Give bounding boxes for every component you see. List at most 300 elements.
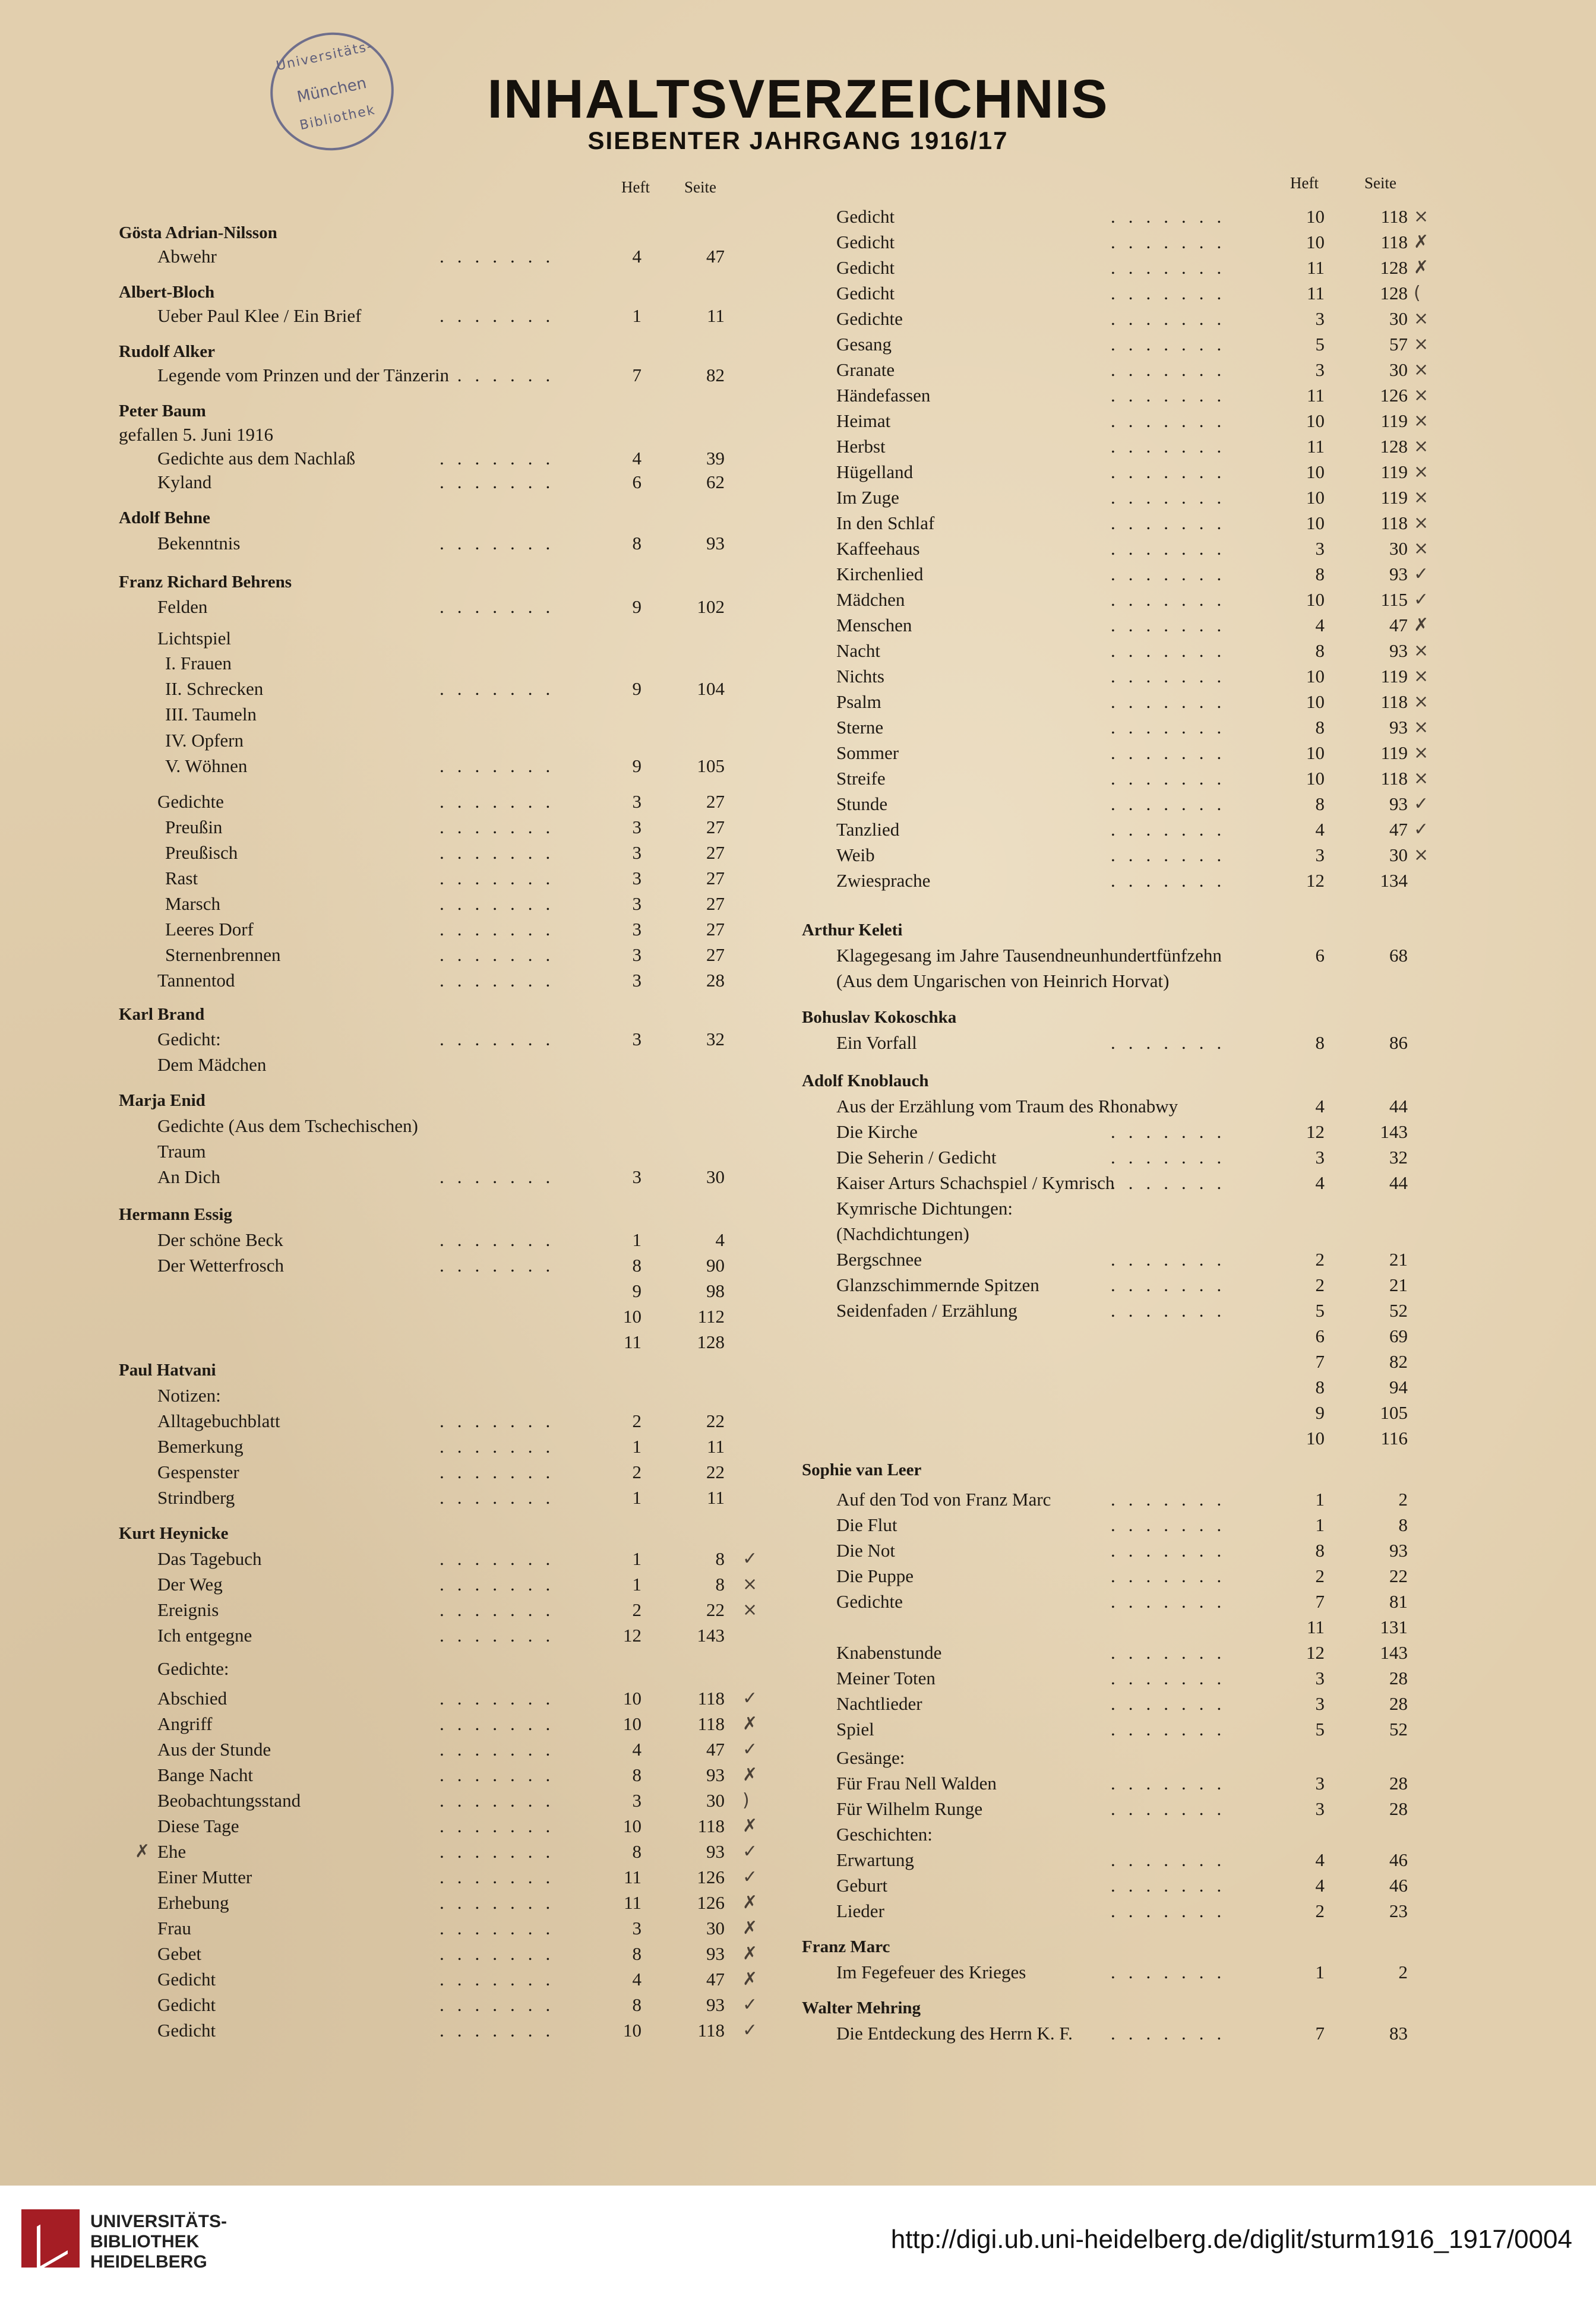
entry-title: Händefassen — [836, 385, 931, 406]
index-entry — [119, 532, 772, 555]
author-heading — [802, 1458, 1443, 1482]
index-entry — [119, 867, 772, 890]
page-number: 30 — [706, 1790, 725, 1811]
entry-title: Seidenfaden / Erzählung — [836, 1300, 1017, 1321]
leader-dots: ....... — [440, 893, 564, 914]
entry-title: Erwartung — [836, 1849, 914, 1870]
author-heading — [802, 1005, 1443, 1029]
leader-dots: ....... — [1111, 308, 1235, 329]
index-entry — [802, 1718, 1443, 1741]
page-number: 68 — [1389, 945, 1408, 966]
index-entry — [802, 1171, 1443, 1195]
leader-dots: ....... — [1111, 742, 1235, 763]
leader-dots: ....... — [1111, 1147, 1235, 1168]
leader-dots: ....... — [440, 1969, 564, 1990]
leader-dots: ....... — [440, 1625, 564, 1646]
index-entry — [802, 1513, 1443, 1537]
index-entry — [802, 716, 1443, 739]
handwritten-mark: ✗ — [742, 1918, 758, 1939]
entry-title: Die Seherin / Gedicht — [836, 1147, 997, 1168]
leader-dots: ....... — [1111, 461, 1235, 482]
page-number: 118 — [697, 1688, 725, 1709]
heft-number: 7 — [1315, 2023, 1325, 2044]
entry-title: Gespenster — [157, 1462, 239, 1482]
leader-dots: ....... — [1111, 206, 1235, 227]
author-heading — [802, 1935, 1443, 1959]
handwritten-mark: ✓ — [742, 1841, 758, 1862]
leader-dots: ....... — [1111, 385, 1235, 406]
leader-dots: ....... — [440, 1574, 564, 1595]
entry-title: Für Frau Nell Walden — [836, 1773, 997, 1794]
index-entry — [119, 943, 772, 967]
leader-dots: ....... — [1111, 436, 1235, 457]
leader-dots: ....... — [440, 1816, 564, 1836]
library-logo — [21, 2209, 80, 2268]
heft-number: 1 — [632, 1574, 641, 1595]
page-number: 102 — [697, 596, 725, 617]
page-number: 44 — [1389, 1096, 1408, 1117]
heft-number: 10 — [623, 2020, 641, 2041]
heft-number: 5 — [1315, 1719, 1325, 1740]
index-entry — [802, 1031, 1443, 1055]
heft-number: 3 — [632, 919, 641, 940]
leader-dots: ....... — [440, 2020, 564, 2041]
handwritten-mark: ✗ — [742, 1943, 758, 1964]
index-entry — [119, 1547, 772, 1571]
page-number: 115 — [1380, 589, 1408, 610]
index-entry — [802, 818, 1443, 842]
heft-number: 3 — [632, 970, 641, 991]
author-name: Franz Richard Behrens — [119, 573, 292, 592]
entry-title: Traum — [157, 1141, 206, 1162]
leader-dots: ....... — [440, 1255, 564, 1276]
library-name-line-3: HEIDELBERG — [90, 2252, 207, 2272]
index-entry — [802, 2022, 1443, 2045]
entry-title: Erhebung — [157, 1892, 229, 1913]
leader-dots: ....... — [440, 1841, 564, 1862]
heft-number: 4 — [632, 1739, 641, 1760]
author-heading — [119, 1003, 772, 1026]
index-entry — [802, 1146, 1443, 1169]
page-number: 4 — [715, 1229, 725, 1250]
index-entry — [119, 1279, 772, 1303]
leader-dots: ....... — [440, 472, 564, 492]
entry-title: Mädchen — [836, 589, 905, 610]
page-number: 11 — [707, 1436, 725, 1457]
leader-dots: ....... — [1111, 410, 1235, 431]
heft-number: 3 — [1315, 538, 1325, 559]
author-name: Bohuslav Kokoschka — [802, 1008, 957, 1027]
entry-title: Beobachtungsstand — [157, 1790, 301, 1811]
heft-number: 9 — [632, 596, 641, 617]
handwritten-mark: × — [1414, 742, 1429, 763]
page-subtitle: SIEBENTER JAHRGANG 1916/17 — [587, 127, 1009, 154]
leader-dots: ....... — [440, 448, 564, 469]
index-entry — [119, 1305, 772, 1329]
leader-dots: ....... — [440, 1548, 564, 1569]
entry-title: Nacht — [836, 640, 881, 661]
index-entry — [119, 1330, 772, 1354]
leader-dots: ....... — [1111, 1591, 1235, 1612]
entry-title: Psalm — [836, 691, 881, 712]
heft-number: 10 — [1306, 742, 1325, 763]
heft-number: 10 — [1306, 487, 1325, 508]
entry-title: Knabenstunde — [836, 1642, 942, 1663]
index-entry — [802, 562, 1443, 586]
heft-number: 10 — [1306, 232, 1325, 252]
index-entry — [802, 944, 1443, 967]
heft-number: 4 — [632, 246, 641, 267]
author-name: Gösta Adrian-Nilsson — [119, 223, 277, 242]
page-number: 118 — [1380, 691, 1408, 712]
handwritten-mark: × — [1414, 308, 1429, 329]
heft-number: 8 — [1315, 1032, 1325, 1053]
entry-title: Der Wetterfrosch — [157, 1255, 284, 1276]
entry-title: gefallen 5. Juni 1916 — [119, 424, 274, 445]
entry-title: Gedicht — [836, 283, 895, 303]
index-entry — [802, 1692, 1443, 1716]
heft-number: 3 — [1315, 1773, 1325, 1794]
author-heading — [119, 570, 772, 594]
heft-number: 3 — [1315, 1693, 1325, 1714]
page-number: 27 — [706, 791, 725, 812]
entry-title: Glanzschimmernde Spitzen — [836, 1275, 1039, 1295]
index-entry — [802, 1273, 1443, 1297]
leader-dots: ....... — [1111, 1032, 1235, 1053]
heft-number: 11 — [624, 1867, 641, 1887]
page-number: 30 — [706, 1166, 725, 1187]
index-entry — [119, 1384, 772, 1408]
heft-number: 1 — [1315, 1962, 1325, 1982]
handwritten-mark: × — [1414, 538, 1429, 559]
index-entry — [119, 423, 772, 447]
index-entry — [802, 767, 1443, 790]
heft-number: 10 — [1306, 768, 1325, 789]
index-entry — [802, 256, 1443, 280]
page-number: 143 — [697, 1625, 725, 1646]
entry-title: In den Schlaf — [836, 513, 935, 533]
heft-number: 10 — [1306, 589, 1325, 610]
heft-number: 3 — [632, 868, 641, 888]
leader-dots: ....... — [440, 1739, 564, 1760]
author-name: Hermann Essig — [119, 1205, 232, 1224]
heft-number: 1 — [632, 1436, 641, 1457]
page-number: 143 — [1380, 1642, 1408, 1663]
heft-number: 3 — [632, 817, 641, 837]
handwritten-mark: ✗ — [742, 1969, 758, 1990]
index-entry — [802, 1590, 1443, 1614]
handwritten-mark: × — [1414, 206, 1429, 227]
index-entry — [119, 1865, 772, 1889]
heft-number: 5 — [1315, 334, 1325, 355]
index-entry — [119, 1763, 772, 1787]
index-entry — [119, 595, 772, 619]
leader-dots: ....... — [440, 1943, 564, 1964]
heft-number: 8 — [1315, 564, 1325, 584]
index-entry — [119, 1598, 772, 1622]
heft-number: 7 — [1315, 1351, 1325, 1372]
heft-number: 11 — [1307, 257, 1325, 278]
library-name — [90, 2212, 227, 2272]
page-number: 82 — [1389, 1351, 1408, 1372]
index-entry — [119, 1840, 772, 1864]
index-entry — [802, 537, 1443, 561]
leader-dots: ....... — [440, 919, 564, 940]
right-seite-header: Seite — [1364, 174, 1396, 192]
index-entry — [802, 792, 1443, 816]
heft-number: 9 — [1315, 1402, 1325, 1423]
page-number: 44 — [1389, 1172, 1408, 1193]
handwritten-mark: ) — [742, 1790, 750, 1811]
leader-dots: ....... — [1111, 538, 1235, 559]
index-entry — [119, 1687, 772, 1710]
leader-dots: ....... — [440, 944, 564, 965]
entry-title: Der schöne Beck — [157, 1229, 283, 1250]
index-entry — [119, 1917, 772, 1940]
heft-number: 12 — [1306, 1121, 1325, 1142]
index-entry — [119, 1165, 772, 1189]
entry-title: An Dich — [157, 1166, 220, 1187]
entry-title: Einer Mutter — [157, 1867, 252, 1887]
index-entry — [119, 1409, 772, 1433]
leader-dots: ....... — [1111, 2023, 1235, 2044]
index-entry — [802, 588, 1443, 612]
leader-dots: ....... — [1111, 257, 1235, 278]
index-entry — [802, 307, 1443, 331]
entry-title: I. Frauen — [165, 653, 232, 673]
page-number: 30 — [1389, 308, 1408, 329]
heft-number: 8 — [632, 1764, 641, 1785]
index-entry — [119, 1657, 772, 1681]
page-number: 30 — [1389, 359, 1408, 380]
leader-dots: ....... — [440, 755, 564, 776]
leader-dots: ....... — [440, 1713, 564, 1734]
index-entry — [119, 447, 772, 470]
entry-title: Leeres Dorf — [165, 919, 254, 940]
index-entry — [119, 815, 772, 839]
heft-number: 7 — [632, 365, 641, 385]
index-entry — [802, 1746, 1443, 1770]
entry-title: Gedicht — [157, 1994, 216, 2015]
author-name: Sophie van Leer — [802, 1460, 922, 1479]
heft-number: 10 — [623, 1816, 641, 1836]
page-number: 57 — [1389, 334, 1408, 355]
leader-dots: ....... — [440, 1892, 564, 1913]
page-number: 28 — [1389, 1773, 1408, 1794]
source-url[interactable]: http://digi.ub.uni-heidelberg.de/diglit/sturm1916_1917/0004 — [890, 2225, 1572, 2254]
heft-number: 3 — [1315, 1798, 1325, 1819]
leader-dots: ....... — [1111, 1172, 1235, 1193]
page-number: 128 — [1380, 436, 1408, 457]
page-number: 28 — [1389, 1798, 1408, 1819]
page-number: 119 — [1380, 461, 1408, 482]
page-number: 93 — [1389, 564, 1408, 584]
entry-title: Felden — [157, 596, 208, 617]
page-number: 47 — [1389, 819, 1408, 840]
heft-number: 3 — [632, 944, 641, 965]
index-entry — [802, 409, 1443, 433]
handwritten-mark: × — [1414, 359, 1429, 380]
leader-dots: ....... — [1111, 1489, 1235, 1510]
entry-title: Hügelland — [836, 461, 914, 482]
leader-dots: ....... — [440, 1436, 564, 1457]
leader-dots: ....... — [1111, 1849, 1235, 1870]
entry-title: Gedichte: — [157, 1658, 229, 1679]
entry-title: Der Weg — [157, 1574, 223, 1595]
leader-dots: ....... — [440, 1688, 564, 1709]
leader-dots: ....... — [1111, 1121, 1235, 1142]
handwritten-mark: × — [1414, 410, 1429, 431]
handwritten-mark: ✗ — [742, 1816, 758, 1836]
leader-dots: ....... — [1111, 691, 1235, 712]
author-heading — [119, 506, 772, 530]
page-number: 93 — [706, 1764, 725, 1785]
index-entry — [802, 1874, 1443, 1898]
heft-number: 12 — [1306, 870, 1325, 891]
handwritten-mark: × — [1414, 385, 1429, 406]
heft-number: 2 — [1315, 1275, 1325, 1295]
handwritten-mark: × — [1414, 717, 1429, 738]
leader-dots: ....... — [1111, 1668, 1235, 1688]
heft-number: 10 — [1306, 461, 1325, 482]
entry-title: Für Wilhelm Runge — [836, 1798, 983, 1819]
page-number: 119 — [1380, 487, 1408, 508]
page-number: 22 — [706, 1599, 725, 1620]
heft-number: 4 — [1315, 819, 1325, 840]
page-number: 2 — [1398, 1489, 1408, 1510]
index-entry — [119, 1814, 772, 1838]
entry-title: Gedichte aus dem Nachlaß — [157, 448, 356, 469]
leader-dots: ....... — [1111, 819, 1235, 840]
author-name: Marja Enid — [119, 1091, 206, 1110]
index-entry — [802, 1427, 1443, 1450]
entry-title: Gedicht — [836, 257, 895, 278]
entry-title: (Nachdichtungen) — [836, 1223, 969, 1244]
page-number: 21 — [1389, 1275, 1408, 1295]
index-entry — [119, 1712, 772, 1736]
index-entry — [802, 1899, 1443, 1923]
leader-dots: ....... — [1111, 615, 1235, 635]
heft-number: 8 — [1315, 793, 1325, 814]
heft-number: 3 — [1315, 359, 1325, 380]
entry-title: Die Entdeckung des Herrn K. F. — [836, 2023, 1073, 2044]
page-number: 22 — [706, 1462, 725, 1482]
page-number: 81 — [1389, 1591, 1408, 1612]
leader-dots: ....... — [1111, 1798, 1235, 1819]
heft-number: 1 — [1315, 1489, 1325, 1510]
leader-dots: ....... — [440, 791, 564, 812]
entry-title: Menschen — [836, 615, 912, 635]
handwritten-mark: ✗ — [135, 1841, 150, 1862]
index-entry — [119, 1624, 772, 1647]
author-name: Kurt Heynicke — [119, 1524, 229, 1543]
heft-number: 3 — [632, 791, 641, 812]
heft-number: 2 — [632, 1599, 641, 1620]
leader-dots: ....... — [1111, 334, 1235, 355]
entry-title: Alltagebuchblatt — [157, 1411, 280, 1431]
page-number: 143 — [1380, 1121, 1408, 1142]
index-entry — [802, 1095, 1443, 1118]
page-number: 52 — [1389, 1719, 1408, 1740]
heft-number: 11 — [624, 1892, 641, 1913]
index-entry — [802, 511, 1443, 535]
index-entry — [802, 1401, 1443, 1425]
handwritten-mark: ✗ — [1414, 257, 1429, 278]
heft-number: 7 — [1315, 1591, 1325, 1612]
leader-dots: ....... — [440, 1411, 564, 1431]
index-entry — [802, 1848, 1443, 1872]
heft-number: 3 — [632, 1166, 641, 1187]
leader-dots: ....... — [440, 868, 564, 888]
entry-title: Klagegesang im Jahre Tausendneunhundertfünfzehn — [836, 945, 1222, 966]
handwritten-mark: × — [1414, 640, 1429, 661]
author-name: Arthur Keleti — [802, 921, 903, 940]
author-heading — [119, 221, 772, 245]
index-entry — [802, 1641, 1443, 1665]
page-number: 2 — [1398, 1962, 1408, 1982]
author-name: Peter Baum — [119, 401, 206, 420]
handwritten-mark: × — [1414, 461, 1429, 482]
handwritten-mark: ✗ — [1414, 232, 1429, 252]
page-number: 104 — [697, 678, 725, 699]
heft-number: 5 — [1315, 1300, 1325, 1321]
leader-dots: ....... — [440, 1166, 564, 1187]
leader-dots: ....... — [440, 1229, 564, 1250]
entry-title: Kaffeehaus — [836, 538, 920, 559]
page-number: 82 — [706, 365, 725, 385]
index-entry — [802, 614, 1443, 637]
handwritten-mark: ✗ — [742, 1892, 758, 1913]
heft-number: 3 — [632, 1790, 641, 1811]
index-entry — [119, 918, 772, 941]
page-number: 83 — [1389, 2023, 1408, 2044]
entry-title: Das Tagebuch — [157, 1548, 262, 1569]
handwritten-mark: ✓ — [742, 1994, 758, 2015]
entry-title: Gedicht — [836, 206, 895, 227]
index-entry — [802, 665, 1443, 688]
heft-number: 11 — [1307, 385, 1325, 406]
page-number: 112 — [697, 1306, 725, 1327]
handwritten-mark: ✓ — [742, 1867, 758, 1887]
heft-number: 8 — [1315, 1377, 1325, 1397]
page-number: 126 — [697, 1867, 725, 1887]
entry-title: Ehe — [157, 1841, 187, 1862]
page-number: 28 — [1389, 1693, 1408, 1714]
handwritten-mark: ✗ — [1414, 615, 1429, 635]
page-number: 94 — [1389, 1377, 1408, 1397]
handwritten-mark: × — [742, 1599, 758, 1620]
handwritten-mark: × — [1414, 334, 1429, 355]
index-entry — [119, 1460, 772, 1484]
leader-dots: ....... — [440, 596, 564, 617]
heft-number: 10 — [623, 1688, 641, 1709]
leader-dots: ....... — [440, 817, 564, 837]
entry-title: Spiel — [836, 1719, 874, 1740]
heft-number: 8 — [1315, 717, 1325, 738]
entry-title: Gedichte — [836, 308, 903, 329]
entry-title: Abwehr — [157, 246, 217, 267]
entry-title: Kymrische Dichtungen: — [836, 1198, 1013, 1219]
index-entry — [802, 1960, 1443, 1984]
leader-dots: ....... — [440, 1764, 564, 1785]
right-heft-header: Heft — [1290, 174, 1319, 192]
page-number: 62 — [706, 472, 725, 492]
page-number: 93 — [1389, 793, 1408, 814]
leader-dots: ....... — [1111, 283, 1235, 303]
index-entry — [119, 703, 772, 726]
page-number: 32 — [1389, 1147, 1408, 1168]
heft-number: 8 — [632, 1255, 641, 1276]
